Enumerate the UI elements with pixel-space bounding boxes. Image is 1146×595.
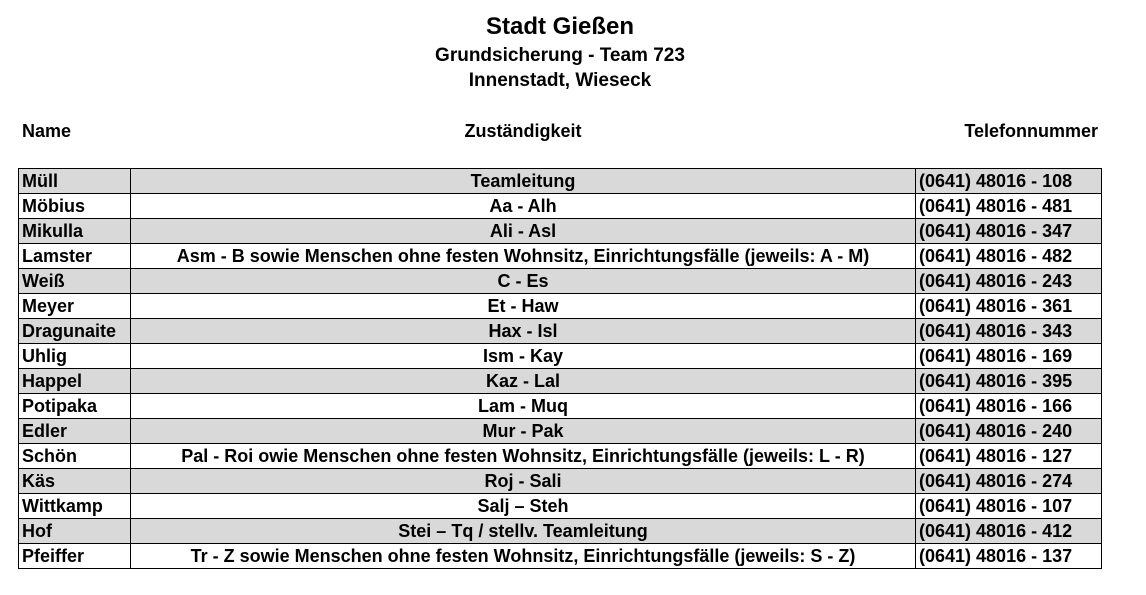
cell-phone: (0641) 48016 - 240 bbox=[916, 419, 1102, 444]
column-header-name: Name bbox=[22, 121, 72, 141]
cell-responsibility: Stei – Tq / stellv. Teamleitung bbox=[131, 519, 916, 544]
cell-name: Müll bbox=[19, 169, 131, 194]
cell-phone: (0641) 48016 - 412 bbox=[916, 519, 1102, 544]
cell-name: Hof bbox=[19, 519, 131, 544]
cell-responsibility: Et - Haw bbox=[131, 294, 916, 319]
table-row bbox=[19, 219, 1102, 244]
table-row bbox=[19, 444, 1102, 469]
cell-phone: (0641) 48016 - 107 bbox=[916, 494, 1102, 519]
cell-phone: (0641) 48016 - 343 bbox=[916, 319, 1102, 344]
cell-responsibility: Asm - B sowie Menschen ohne festen Wohnsitz, Einrichtungsfälle (jeweils: A - M) bbox=[131, 244, 916, 269]
table-row bbox=[19, 369, 1102, 394]
cell-responsibility: C - Es bbox=[131, 269, 916, 294]
contact-table-body bbox=[19, 169, 1102, 569]
page-title: Stadt Gießen bbox=[485, 13, 635, 40]
cell-name: Uhlig bbox=[19, 344, 131, 369]
table-row bbox=[19, 344, 1102, 369]
cell-responsibility: Aa - Alh bbox=[131, 194, 916, 219]
table-row bbox=[19, 469, 1102, 494]
cell-name: Weiß bbox=[19, 269, 131, 294]
column-header-phone: Telefonnummer bbox=[964, 121, 1098, 141]
cell-phone: (0641) 48016 - 137 bbox=[916, 544, 1102, 569]
contact-table bbox=[18, 168, 1102, 569]
page-subtitle: Grundsicherung - Team 723 bbox=[435, 45, 685, 66]
cell-name: Käs bbox=[19, 469, 131, 494]
table-row bbox=[19, 194, 1102, 219]
cell-name: Pfeiffer bbox=[19, 544, 131, 569]
district-label: Innenstadt, Wieseck bbox=[468, 70, 652, 91]
cell-name: Möbius bbox=[19, 194, 131, 219]
cell-phone: (0641) 48016 - 127 bbox=[916, 444, 1102, 469]
cell-phone: (0641) 48016 - 482 bbox=[916, 244, 1102, 269]
cell-phone: (0641) 48016 - 274 bbox=[916, 469, 1102, 494]
cell-responsibility: Hax - Isl bbox=[131, 319, 916, 344]
cell-name: Dragunaite bbox=[19, 319, 131, 344]
cell-name: Schön bbox=[19, 444, 131, 469]
cell-name: Potipaka bbox=[19, 394, 131, 419]
table-row bbox=[19, 394, 1102, 419]
cell-name: Mikulla bbox=[19, 219, 131, 244]
cell-responsibility: Tr - Z sowie Menschen ohne festen Wohnsitz, Einrichtungsfälle (jeweils: S - Z) bbox=[131, 544, 916, 569]
cell-responsibility: Mur - Pak bbox=[131, 419, 916, 444]
cell-responsibility: Ali - Asl bbox=[131, 219, 916, 244]
cell-phone: (0641) 48016 - 108 bbox=[916, 169, 1102, 194]
cell-name: Wittkamp bbox=[19, 494, 131, 519]
table-row bbox=[19, 519, 1102, 544]
cell-phone: (0641) 48016 - 395 bbox=[916, 369, 1102, 394]
cell-responsibility: Pal - Roi owie Menschen ohne festen Wohnsitz, Einrichtungsfälle (jeweils: L - R) bbox=[131, 444, 916, 469]
table-row bbox=[19, 494, 1102, 519]
table-row bbox=[19, 169, 1102, 194]
cell-responsibility: Kaz - Lal bbox=[131, 369, 916, 394]
table-row bbox=[19, 244, 1102, 269]
table-row bbox=[19, 319, 1102, 344]
table-row bbox=[19, 544, 1102, 569]
cell-name: Edler bbox=[19, 419, 131, 444]
cell-name: Lamster bbox=[19, 244, 131, 269]
table-row bbox=[19, 294, 1102, 319]
cell-responsibility: Ism - Kay bbox=[131, 344, 916, 369]
cell-phone: (0641) 48016 - 481 bbox=[916, 194, 1102, 219]
table-row bbox=[19, 269, 1102, 294]
cell-name: Happel bbox=[19, 369, 131, 394]
table-row bbox=[19, 419, 1102, 444]
cell-phone: (0641) 48016 - 169 bbox=[916, 344, 1102, 369]
cell-phone: (0641) 48016 - 243 bbox=[916, 269, 1102, 294]
cell-responsibility: Teamleitung bbox=[131, 169, 916, 194]
cell-name: Meyer bbox=[19, 294, 131, 319]
cell-responsibility: Lam - Muq bbox=[131, 394, 916, 419]
cell-responsibility: Salj – Steh bbox=[131, 494, 916, 519]
cell-phone: (0641) 48016 - 347 bbox=[916, 219, 1102, 244]
column-header-responsibility: Zuständigkeit bbox=[464, 121, 582, 141]
cell-responsibility: Roj - Sali bbox=[131, 469, 916, 494]
cell-phone: (0641) 48016 - 361 bbox=[916, 294, 1102, 319]
cell-phone: (0641) 48016 - 166 bbox=[916, 394, 1102, 419]
